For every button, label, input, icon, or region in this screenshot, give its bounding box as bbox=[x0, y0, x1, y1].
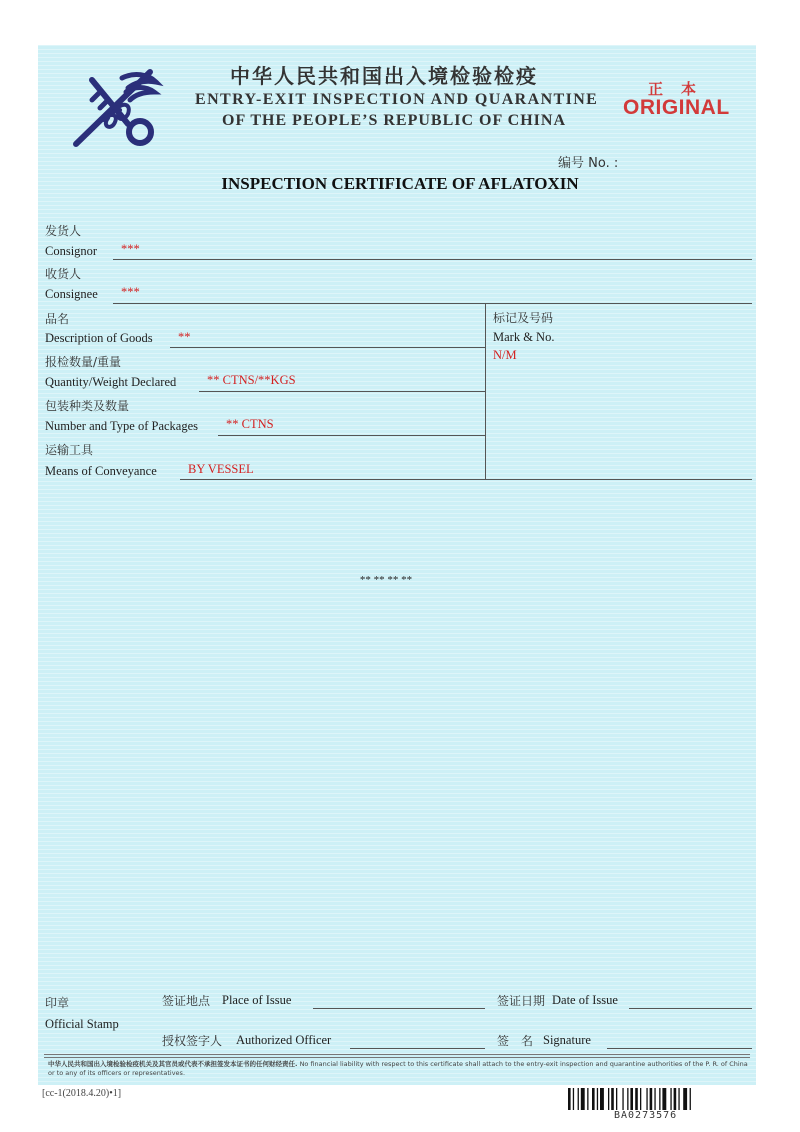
consignee-underline bbox=[113, 303, 752, 304]
place-label-cn: 签证地点 bbox=[162, 994, 211, 1008]
packages-value: ** CTNS bbox=[226, 417, 274, 431]
packages-underline bbox=[218, 435, 485, 436]
stamp-label-en: Official Stamp bbox=[45, 1017, 119, 1031]
footer-disclaimer-cn: 中华人民共和国出入境检验检疫机关及其官员或代表不承担签发本证书的任何财经责任. bbox=[48, 1060, 298, 1068]
quantity-underline bbox=[199, 391, 485, 392]
footer-rule-bottom bbox=[44, 1057, 750, 1058]
org-name-english-line1: ENTRY-EXIT INSPECTION AND QUARANTINE bbox=[195, 91, 599, 108]
certificate-number-label: 编号 No. : bbox=[558, 156, 619, 171]
consignor-value: *** bbox=[121, 242, 140, 256]
serial-number: BA0273576 bbox=[614, 1110, 678, 1121]
goods-underline bbox=[170, 347, 485, 348]
footer-disclaimer-en: No financial liability with respect to this certificate shall attach to the entry-exit inspection and quarantine authorities of the P. R. of China or to any of its officers or representatives. bbox=[48, 1060, 748, 1077]
goods-value: ** bbox=[178, 330, 191, 344]
certificate-title: INSPECTION CERTIFICATE OF AFLATOXIN bbox=[221, 174, 579, 193]
packages-label-cn: 包装种类及数量 bbox=[45, 399, 130, 413]
conveyance-label-en: Means of Conveyance bbox=[45, 464, 157, 478]
form-code: [cc-1(2018.4.20)•1] bbox=[42, 1088, 122, 1099]
org-name-english-line2: OF THE PEOPLE’S REPUBLIC OF CHINA bbox=[222, 112, 566, 129]
quantity-label-en: Quantity/Weight Declared bbox=[45, 375, 177, 389]
place-of-issue-line bbox=[313, 1008, 485, 1009]
marks-label-en: Mark & No. bbox=[493, 330, 555, 344]
caduceus-key-emblem-icon bbox=[70, 62, 166, 158]
quantity-label-cn: 报检数量/重量 bbox=[45, 355, 122, 369]
goods-label-cn: 品名 bbox=[45, 312, 70, 326]
consignee-label-en: Consignee bbox=[45, 287, 98, 301]
date-label-en: Date of Issue bbox=[552, 993, 618, 1007]
officer-label-en: Authorized Officer bbox=[236, 1033, 332, 1047]
signature-line bbox=[607, 1048, 752, 1049]
consignee-label-cn: 收货人 bbox=[45, 267, 82, 281]
signature-label-cn: 签 名 bbox=[497, 1034, 534, 1048]
consignee-value: *** bbox=[121, 285, 140, 299]
inspection-results: ** ** ** ** bbox=[359, 574, 413, 586]
certificate-paper bbox=[38, 45, 756, 1085]
conveyance-value: BY VESSEL bbox=[188, 462, 254, 476]
signature-label-en: Signature bbox=[543, 1033, 591, 1047]
barcode-icon bbox=[568, 1088, 728, 1110]
org-name-chinese: 中华人民共和国出入境检验检疫 bbox=[230, 64, 538, 88]
date-label-cn: 签证日期 bbox=[497, 994, 546, 1008]
consignor-label-en: Consignor bbox=[45, 244, 98, 258]
goods-label-en: Description of Goods bbox=[45, 331, 153, 345]
original-mark-english: ORIGINAL bbox=[623, 96, 730, 119]
place-label-en: Place of Issue bbox=[222, 993, 292, 1007]
consignor-label-cn: 发货人 bbox=[45, 224, 82, 238]
officer-label-cn: 授权签字人 bbox=[162, 1034, 223, 1048]
date-of-issue-line bbox=[629, 1008, 752, 1009]
marks-label-cn: 标记及号码 bbox=[493, 311, 554, 325]
marks-divider bbox=[485, 303, 486, 480]
footer-rule-top bbox=[44, 1054, 750, 1055]
stamp-label-cn: 印章 bbox=[45, 996, 70, 1010]
consignor-underline bbox=[113, 259, 752, 260]
conveyance-label-cn: 运输工具 bbox=[45, 443, 94, 457]
authorized-officer-line bbox=[350, 1048, 485, 1049]
quantity-value: ** CTNS/**KGS bbox=[207, 373, 296, 387]
packages-label-en: Number and Type of Packages bbox=[45, 419, 199, 433]
conveyance-underline bbox=[180, 479, 752, 480]
marks-value: N/M bbox=[493, 348, 517, 362]
original-mark-chinese: 正本 bbox=[648, 80, 715, 98]
footer-disclaimer bbox=[48, 1060, 748, 1078]
